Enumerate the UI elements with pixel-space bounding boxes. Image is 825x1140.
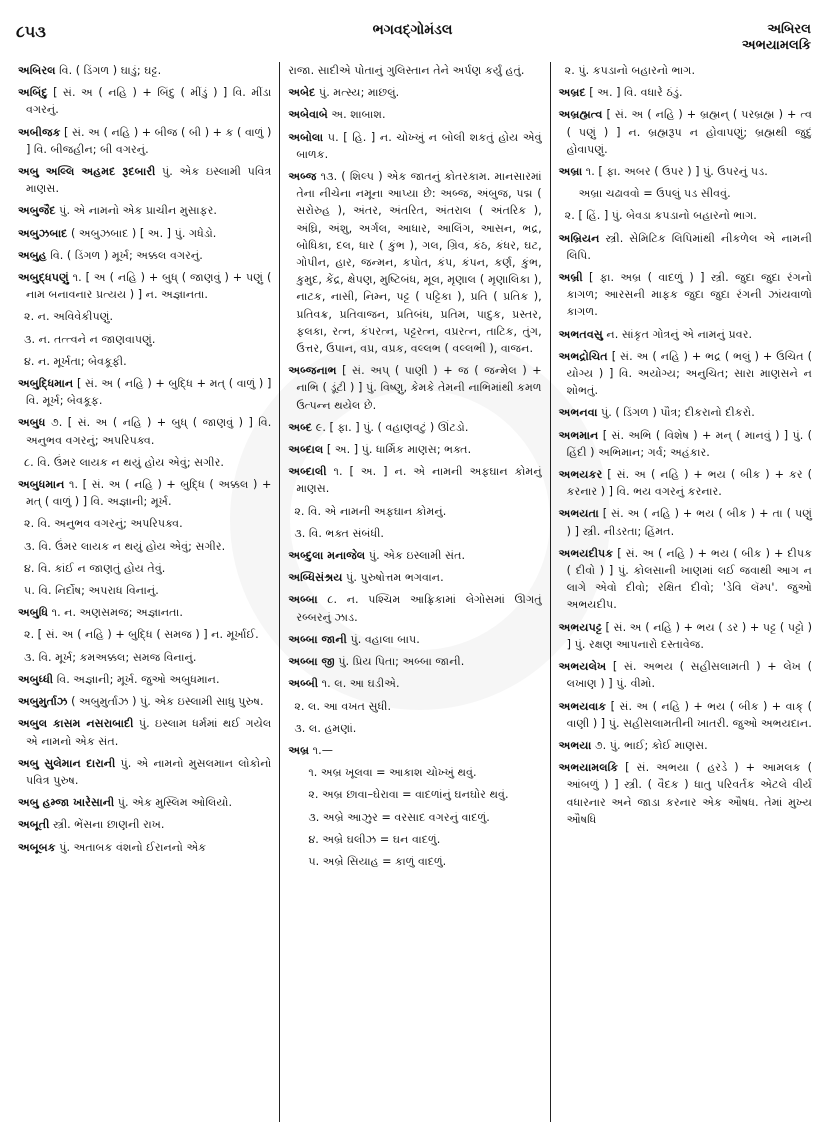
dictionary-entry [288, 631, 541, 648]
dictionary-sense [18, 454, 271, 471]
dictionary-entry [288, 742, 541, 759]
definition: ૧. [ અ ( નહિ ) + બુધ્ ( જાણવું ) + પણું ( નામ બનાવનાર પ્રત્યય ) ] ન. અજ્ઞાનતા. [26, 271, 272, 302]
dictionary-entry [559, 698, 812, 732]
definition: પું. ઇસ્લામ ધર્મમાં થઈ ગયેલ એ નામનો એક સંત. [26, 717, 272, 748]
dictionary-entry [288, 653, 541, 670]
headword: અબુ અલ્લિ અહમદ રૂદબારી [18, 165, 156, 179]
headword: અબુઝબાદ [18, 226, 68, 240]
headword: અબિંદુ [18, 86, 48, 100]
headword: અબેદ [288, 86, 316, 100]
headword: અબેવાબે [288, 108, 328, 122]
definition: [ સં. અ ( નહિ ) + બિંદુ ( મીંડું ) ] વિ. મીંડા વગરનું. [26, 86, 272, 117]
definition: વિ. ( ડિંગળ ) ઘાડું; ઘટ્ટ. [55, 64, 162, 77]
dictionary-entry [559, 427, 812, 461]
headword: અભતવસુ [558, 327, 603, 341]
dictionary-entry [559, 348, 812, 400]
definition: ૩. અબ્રે આઝુર = વરસાદ વગરનું વાદળું. [308, 810, 490, 824]
definition: ૪. ન. મૂર્ખતા; બેવકૂફી. [24, 354, 127, 368]
definition: ૧. [ સં. અ ( નહિ ) + બુદ્ધિ ( અક્કલ ) + મત્ ( વાળું ) ] વિ. અજ્ઞાની; મૂર્ખ. [26, 478, 272, 509]
dictionary-entry [18, 693, 271, 710]
headword: અબ્બી [288, 677, 319, 691]
definition: ( અબુઝબાદ ) [ અ. ] પું. ગધેડો. [67, 226, 217, 240]
dictionary-sense [288, 525, 541, 542]
definition: ૨. પું. કપડાનો બહારનો ભાગ. [564, 64, 696, 77]
headword: અબ્દાલ [288, 443, 324, 457]
definition: પું. પ્રિય પિતા; અબ્બા જાની. [334, 655, 465, 669]
definition: ૨. વિ. અનુભવ વગરનું; અપરિપક્વ. [24, 517, 183, 531]
definition: [ સં. અ ( નહિ ) + બીજ ( બી ) + ક ( વાળું ) ] વિ. બીજહીન; બી વગરનું. [26, 125, 272, 156]
definition: પું. વહાલા બાપ. [346, 632, 420, 646]
headword: અબુ હમ્જા ખારેસાની [18, 796, 115, 810]
dictionary-entry [559, 545, 812, 614]
dictionary-sense [18, 538, 271, 555]
headword: અબૂબક [18, 840, 56, 854]
headword: અબ્રહ્મત્વ [558, 108, 603, 122]
dictionary-entry [18, 604, 271, 621]
definition: ૧. અબ્ર ખૂલવા = આકાશ ચોખ્ખું થવું. [308, 766, 477, 780]
definition: [ સં. અ ( નહિ ) + ભદ્ર ( ભલું ) + ઉચિત ( યોગ્ય ) ] વિ. અયોગ્ય; અનુચિત; સારા માણસને ન શોભતું. [566, 349, 812, 398]
headword: અબુદ્ધિમાન [18, 377, 74, 391]
column-right [550, 62, 820, 1122]
dictionary-sense [288, 786, 541, 803]
headword: અબ્જ [288, 170, 317, 184]
dictionary-entry [18, 247, 271, 264]
headword: અભયકર [558, 468, 603, 482]
dictionary-sense [559, 62, 812, 79]
definition: પું. મત્સ્ય; માછલું. [315, 86, 400, 100]
headword: અભદ્રોચિત [558, 349, 608, 363]
definition: ૨. [ સં. અ ( નહિ ) + બુદ્ધિ ( સમજ ) ] ન. મૂર્ખાઈ. [24, 628, 259, 642]
dictionary-entry [559, 326, 812, 343]
definition: ૧. [ અ. ] ન. એ નામની અફઘાન કોમનું માણસ. [296, 465, 542, 496]
headword: અબુધ્ધી [18, 672, 54, 686]
definition: [ અ. ] વિ. વધારે ઠંડું. [585, 86, 683, 100]
definition: ૨. અબ્ર છાવા–ઘેરાવા = વાદળાંનું ઘનઘોર થવું. [308, 788, 509, 802]
definition: ૧. [ ફા. અબર ( ઉપર ) ] પું. ઉપરનું પડ. [582, 165, 768, 179]
definition: ન. સાંકૃત ગોત્રનું એ નામનું પ્રવર. [602, 327, 753, 341]
definition: ૨. લ. આ વખત સુધી. [294, 699, 392, 713]
headword: અબુધ [18, 416, 46, 430]
dictionary-sense [559, 207, 812, 224]
headword: અબુહ [18, 248, 47, 262]
dictionary-sense [18, 515, 271, 532]
definition: [ સં. અભિ ( વિશેષ ) + મન્ ( માનવું ) ] પું. ( હિંદી ) અભિમાન; ગર્વ; અહંકાર. [566, 428, 812, 459]
definition: ૮. વિ. ઉંમર લાયક ન થયું હોય એવું; સગીર. [24, 455, 224, 469]
definition: ૧. લ. આ ઘડીએ. [318, 677, 400, 691]
dictionary-entry [18, 755, 271, 789]
dictionary-entry [288, 362, 541, 414]
dictionary-sense [288, 853, 541, 870]
definition: ૨. વિ. એ નામની અફઘાન કોમનું. [294, 504, 447, 518]
dictionary-entry [559, 759, 812, 828]
headword: અબ્રદ [558, 86, 586, 100]
column-left [10, 62, 279, 1122]
definition: ૫. વિ. નિર્દોષ; અપરાધ વિનાનું. [24, 584, 159, 598]
definition: [ સં. અ ( નહિ ) + ભય ( બીક ) + તા ( પણું ) ] સ્ત્રી. નીડરતા; હિંમત. [566, 507, 812, 538]
definition: પું. અતાબક વંશનો ઈરાનનો એક [55, 840, 207, 854]
dictionary-sense [18, 626, 271, 643]
dictionary-entry [288, 441, 541, 458]
guide-word-first: અબિરલ [767, 22, 811, 37]
headword: અબ્જનાભ [288, 364, 337, 378]
dictionary-entry [288, 84, 541, 101]
running-title: ભગવદ્ગોમંડલ [372, 22, 453, 38]
definition: [ સં. અ ( નહિ ) + ભય ( ડર ) + પટ્ટ ( પટ્ટો ) ] પું. રક્ષણ આપનારો દસ્તાવેજ. [566, 620, 812, 651]
definition: ૯. [ ફા. ] પું. ( વહાણવટું ) ઊંટડો. [312, 420, 469, 434]
dictionary-entry [18, 839, 271, 856]
dictionary-sense [288, 764, 541, 781]
definition: અ. શાબાશ. [327, 108, 386, 122]
dictionary-entry [18, 62, 271, 79]
headword: અભયતા [558, 507, 599, 521]
dictionary-sense [288, 503, 541, 520]
definition: ૪. વિ. કાંઈ ન જાણતું હોય તેવું. [24, 561, 166, 575]
dictionary-entry [559, 658, 812, 692]
dictionary-entry [288, 463, 541, 497]
headword: અબ્રા [558, 165, 583, 179]
dictionary-sense [288, 809, 541, 826]
headword: અબુધિ [18, 606, 49, 620]
dictionary-entry [559, 269, 812, 321]
dictionary-sense [18, 560, 271, 577]
page-header [10, 22, 815, 62]
dictionary-sense [18, 582, 271, 599]
headword: અભયા [558, 738, 592, 752]
definition: ૩. વિ. મૂર્ખ; કમઅક્કલ; સમજ વિનાનું. [24, 650, 197, 664]
headword: અભયવાક [558, 699, 607, 713]
dictionary-sense [18, 331, 271, 348]
dictionary-sense [18, 649, 271, 666]
headword: અબ્રિયન [558, 231, 600, 245]
definition: ૮. ન. પશ્ચિમ આફ્રિકામાં લેગોસમાં ઊગતું રબ્બરનું ઝાડ. [296, 593, 542, 624]
definition: [ સં. અ ( નહિ ) + બુદ્ધિ + મત્ ( વાળું ) ] વિ. મૂર્ખ; બેવકૂફ. [26, 377, 272, 408]
dictionary-entry [288, 168, 541, 357]
dictionary-entry [288, 547, 541, 564]
definition: [ સં. અ ( નહિ ) + ભય ( બીક ) + વાક્ ( વાણી ) ] પું. સહીસલામતીની ખાતરી. જુઓ અભયદાન. [566, 699, 812, 730]
column-middle [279, 62, 549, 1122]
definition: ૩. વિ. ભક્ત સંબંધી. [294, 526, 384, 540]
dictionary-entry [18, 163, 271, 197]
headword: અભયલેખ [558, 660, 607, 674]
definition: સ્ત્રી. ભેંસના છાણની રાખ. [49, 818, 165, 832]
page-number: ૮૫૩ [16, 22, 46, 41]
definition: ૫. અબ્રે સિયાહ = કાળું વાદળું. [308, 854, 447, 868]
dictionary-sense [288, 62, 541, 79]
dictionary-entry [559, 466, 812, 500]
definition: અબ્રા ચઢાવવો = ઉપલું પડ સીવવું. [578, 187, 731, 201]
definition: વિ. ( ડિંગળ ) મૂર્ખ; અક્કલ વગરનું. [46, 248, 203, 262]
dictionary-entry [18, 794, 271, 811]
dictionary-entry [18, 225, 271, 242]
headword: અબુ સુલેમાન દારાની [18, 756, 116, 770]
dictionary-entry [559, 230, 812, 264]
headword: અબીજક [18, 125, 61, 139]
definition: [ સં. અ ( નહિ ) + બ્રહ્મન્ ( પરબ્રહ્મ ) + ત્વ ( પણું ) ] ન. બ્રહ્મરૂપ ન હોવાપણું; બ્રહ્મથી જુદું હોવાપણું. [566, 108, 812, 156]
dictionary-entry [18, 476, 271, 510]
definition: ૪. અબ્રે ઘલીઝ = ઘન વાદળું. [308, 832, 441, 846]
headword: અબ્બા જી [288, 655, 335, 669]
dictionary-sense [288, 831, 541, 848]
definition: ૨. ન. અવિવેકીપણું. [24, 310, 114, 324]
headword: અબુજૈદ [18, 204, 56, 218]
definition: ( અબુમુર્તાઝ ) પું. એક ઇસ્લામી સાધુ પુરુષ. [67, 695, 264, 709]
headword: અબ્દાલી [288, 465, 327, 479]
headword: અબુલ કાસમ નસરાબાદી [18, 717, 134, 731]
dictionary-entry [288, 591, 541, 625]
dictionary-entry [559, 619, 812, 653]
headword: અબ્ર [288, 743, 310, 757]
definition: [ સં. અભય ( સહીસલામતી ) + લેખ ( લખાણ ) ] પું. વીમો. [566, 660, 812, 691]
dictionary-entry [18, 816, 271, 833]
headword: અભયામલકિ [558, 761, 619, 775]
dictionary-entry [18, 202, 271, 219]
definition: પું. એ નામનો એક પ્રાચીન મુસાફર. [55, 204, 217, 218]
definition: ૩. લ. હમણાં. [294, 721, 357, 735]
definition: ૧. ન. અણસમજ; અજ્ઞાનતા. [48, 606, 183, 620]
definition: [ અ. ] પું. ધાર્મિક માણસ; ભક્ત. [323, 443, 472, 457]
dictionary-entry [559, 84, 812, 101]
dictionary-entry [18, 671, 271, 688]
dictionary-entry [18, 715, 271, 749]
definition: [ સં. અ ( નહિ ) + ભય ( બીક ) + દીપક ( દીવો ) ] પું. કોલસાની ખાણમાં લઈ જવાથી આગ ન લાગે એવો દીવો; રક્ષિત દીવો; 'ડેવિ લૅમ્પ'. જુઓ અભયદીપ. [566, 546, 812, 612]
headword: અબોલા [288, 130, 324, 144]
definition: પું. એક ઇસ્લામી સંત. [365, 549, 466, 563]
definition: પું. એ નામનો મુસલમાન લોકોનો પવિત્ર પુરુષ. [26, 756, 272, 787]
definition: [ સં. અભયા ( હરડે ) + આમલક ( આંબળું ) ] સ્ત્રી. ( વૈદક ) ધાતુ પરિવર્તક એટલે વીર્ય વધારનાર અને જાડા કરનાર એક ઔષધ. તેમાં મુખ્ય ઔષધિ [566, 761, 812, 826]
headword: અબુદ્ધપણું [18, 271, 69, 285]
headword: અબુધમાન [18, 478, 65, 492]
dictionary-entry [288, 675, 541, 692]
dictionary-sense [288, 698, 541, 715]
definition: ૭. [ સં. અ ( નહિ ) + બુધ્ ( જાણવું ) ] વિ. અનુભવ વગરનું; અપરિપક્વ. [26, 416, 272, 447]
definition: ૫. [ હિ. ] ન. ચોખ્ખું ન બોલી શકતું હોય એવું બાળક. [296, 130, 542, 161]
headword: અબ્દુલા મનાજેલ [288, 549, 366, 563]
headword: અબ્ધિસંશ્રય [288, 571, 343, 585]
definition: પું. એક મુસ્લિમ ઓલિયો. [114, 796, 233, 810]
definition: ૩. ન. તત્ત્વને ન જાણવાપણું. [24, 332, 156, 346]
definition: પું. એક ઇસ્લામી પવિત્ર માણસ. [26, 165, 272, 196]
definition: રાજા. સાદીએ પોતાનું ગુલિસ્તાન તેને અર્પણ કર્યું હતું. [288, 64, 525, 77]
definition: ૩. વિ. ઉંમર લાયક ન થયું હોય એવું; સગીર. [24, 539, 226, 553]
definition: સ્ત્રી. સેમિટિક લિપિમાંથી નીકળેલ એ નામની લિપિ. [566, 231, 812, 262]
dictionary-entry [559, 737, 812, 754]
guide-word-last: અભયામલકિ [741, 38, 811, 53]
definition: [ ફા. અબ્ર ( વાદળું ) ] સ્ત્રી. જુદા જુદા રંગનો કાગળ; આરસની માફક જુદા જુદા રંગની ઝાંયવાળો કાગળ. [566, 271, 812, 319]
dictionary-entry [18, 124, 271, 158]
headword: અબુમુર્તાઝ [18, 695, 68, 709]
dictionary-entry [18, 375, 271, 409]
definition: વિ. અજ્ઞાની; મૂર્ખ. જુઓ અબુધમાન. [53, 672, 220, 686]
dictionary-entry [559, 163, 812, 180]
definition: ૨. [ હિં. ] પું. બેવડા કપડાનો બહારનો ભાગ. [564, 209, 757, 223]
definition: ૧.— [309, 743, 333, 757]
definition: [ સં. અપ્ ( પાણી ) + જ ( જન્મેલ ) + નાભિ ( ડૂંટી ) ] પું. વિષ્ણુ, કેમકે તેમની નાભિમાંથી કમળ ઉત્પન્ન થયેલ છે. [296, 364, 542, 412]
dictionary-entry [18, 269, 271, 303]
dictionary-entry [288, 569, 541, 586]
headword: અબ્રી [558, 271, 583, 285]
dictionary-entry [559, 106, 812, 158]
headword: અબૂતી [18, 818, 50, 832]
headword: અભનવા [558, 406, 598, 420]
dictionary-entry [559, 505, 812, 539]
dictionary-columns [10, 62, 820, 1122]
definition: પું. પુરુષોત્તમ ભગવાન. [342, 571, 444, 585]
dictionary-entry [559, 404, 812, 421]
dictionary-entry [18, 414, 271, 448]
dictionary-sense [288, 720, 541, 737]
definition: ૭. પું. ભાઈ; કોઈ માણસ. [591, 738, 708, 752]
headword: અબ્દ [288, 420, 313, 434]
definition: ૧૩. ( શિલ્પ ) એક જાતનું કોતરકામ. માનસારમાં તેના નીચેના નમૂના આપ્યા છે: અબ્જ, અંબુજ, પદ્મ ( સરોરુહ ), અંતર, અંતરિત, અંતરાલ ( અંતરિક ), અંઘ્રિ, અંશુ, અર્ગલ, આધાર, આલિંગ, આસન, ભદ્ર, બોધિકા, દલ, ધાર ( કુંભ ), ગલ, ગ્રિવ, કંઠ, કંધર, ઘટ, ગોપીન, હાર, જન્મન, કપોત, કંપ, કંપન, કર્ણ, કુંભ, કુમુદ, કેંદ્ર, ક્ષેપણ, મુષ્ટિબંધ, મૂલ, મૃણાલ ( મૃણાલિકા ), નાટક, નાસી, નિમ્ન, પટ્ટ ( પટ્ટિકા ), પ્રતિ ( પ્રતિક ), પ્રતિવક્ર, પ્રતિવાજન, પ્રતિબંધ, પ્રતિમ, પાદુક, પ્રસ્તર, ફલકા, રત્ન, કંપરત્ન, પટ્ટરત્ન, વપ્રરત્ન, તાટિક, તુંગ, ઉત્તર, ઉપાન, વપ્ર, વપ્રક, વલ્લભ ( વલ્લભી ), વાજન. [296, 170, 542, 356]
dictionary-sense [18, 308, 271, 325]
dictionary-sense [559, 185, 812, 202]
dictionary-entry [288, 129, 541, 163]
dictionary-entry [18, 84, 271, 118]
headword: અભયદીપક [558, 546, 614, 560]
headword: અબિરલ [18, 64, 56, 77]
dictionary-entry [288, 419, 541, 436]
definition: [ સં. અ ( નહિ ) + ભય ( બીક ) + કર ( કરનાર ) ] વિ. ભય વગરનું કરનાર. [566, 468, 812, 499]
dictionary-entry [288, 106, 541, 123]
headword: અબ્બા [288, 593, 318, 607]
headword: અભયપટ્ટ [558, 620, 602, 634]
headword: અબ્બા જાની [288, 632, 347, 646]
guide-words [742, 22, 811, 54]
definition: પું. ( ડિંગળ ) પૌત્ર; દીકરાનો દીકરો. [597, 406, 755, 420]
headword: અભમાન [558, 428, 599, 442]
dictionary-sense [18, 353, 271, 370]
